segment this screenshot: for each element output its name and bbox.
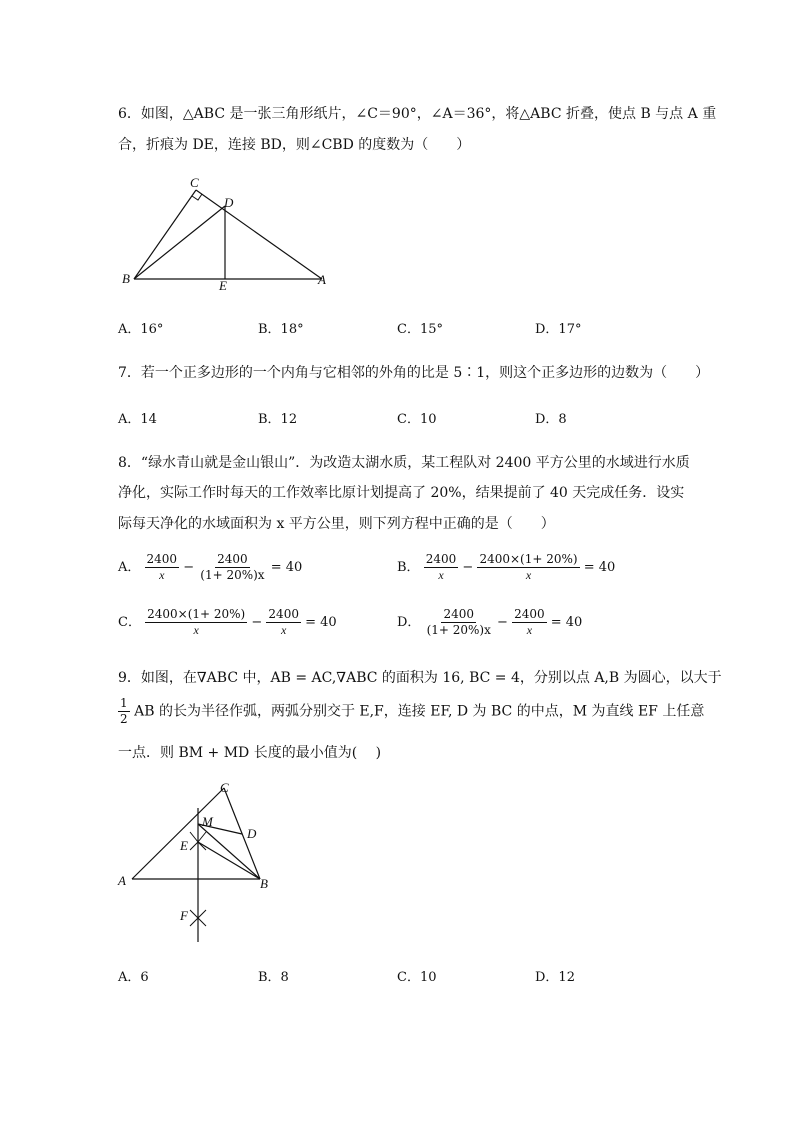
q9-option-c[interactable]: C．10 [397,970,437,985]
q8-option-a[interactable] [118,552,302,583]
q6-label-d: D [224,195,234,210]
q6-segment-bd [134,206,225,279]
q8-option-c-rhs: = 40 [305,615,337,630]
q6-stem-line1: 6．如图，△ABC 是一张三角形纸片，∠C＝90°，∠A＝36°，将△ABC 折叠，使点 B 与点 A 重 [118,106,717,122]
q9-label-a: A [118,873,126,888]
q8-option-a-fraction-1: $\frac{2400}{x}$ [146,552,178,582]
q8-option-b-fraction-1: $\frac{2400}{x}$ [425,552,457,582]
q8-option-c-fraction-2: $\frac{2400}{x}$ [268,607,299,637]
q6-label-b: B [122,271,130,286]
q8-option-a-label: A． [118,560,141,575]
q6-stem-line2: 合，折痕为 DE，连接 BD，则∠CBD 的度数为（ ） [118,137,471,153]
q8-option-d-fraction-1: $\frac{2400}{(1+ 20\%)x}$ [426,607,491,637]
q9-label-f: F [180,908,188,923]
q9-label-b: B [260,876,268,891]
q8-option-a-fraction-2: $\frac{2400}{(1+ 20\%)x}$ [200,552,265,582]
q8-option-a-rhs: = 40 [270,560,303,575]
q7-option-d[interactable]: D．8 [535,412,567,427]
q6-label-a: A [318,272,326,287]
q8-option-b[interactable] [397,552,615,583]
q9-segment-ac [132,788,224,879]
q8-option-d-fraction-2: $\frac{2400}{x}$ [514,607,545,637]
q8-option-c[interactable] [118,607,337,638]
q9-option-d[interactable]: D．12 [535,970,575,985]
q8-stem-line1: 8．“绿水青山就是金山银山”．为改造太湖水质，某工程队对 2400 平方公里的水域进行水质 [118,455,690,471]
q8-option-b-label: B． [397,560,420,575]
q6-segment-ca [196,190,322,279]
q6-segment-cb [134,190,196,279]
q7-stem: 7．若一个正多边形的一个内角与它相邻的外角的比是 5∶1，则这个正多边形的边数为（ ） [118,365,710,381]
q8-option-a-operator: − [183,560,195,575]
q9-label-m: M [202,814,213,829]
q8-option-d-label: D． [397,615,421,630]
q6-figure [110,170,340,295]
q6-option-a[interactable]: A．16° [118,322,164,337]
q9-stem-line2-text: AB 的长为半径作弧，两弧分别交于 E,F，连接 EF, D 为 BC 的中点，M 为直线 EF 上任意 [134,703,705,720]
q8-option-d[interactable] [397,607,582,638]
q8-option-b-operator: − [462,560,474,575]
q9-option-a[interactable]: A．6 [118,970,149,985]
q7-option-c[interactable]: C．10 [397,412,437,427]
q6-option-b[interactable]: B．18° [258,322,304,337]
q6-option-c[interactable]: C．15° [397,322,443,337]
q8-stem-line3: 际每天净化的水域面积为 x 平方公里，则下列方程中正确的是（ ） [118,516,555,532]
q7-option-a[interactable]: A．14 [118,412,157,427]
q6-option-d[interactable]: D．17° [535,322,582,337]
q9-stem-line2 [118,696,704,727]
q9-option-b[interactable]: B．8 [258,970,289,985]
q6-label-c: C [190,175,199,190]
q8-stem-line2: 净化，实际工作时每天的工作效率比原计划提高了 20%，结果提前了 40 天完成任务．设实 [118,485,685,501]
q8-option-d-rhs: = 40 [550,615,583,630]
q8-option-b-fraction-2: $\frac{2400\times(1+ 20\%)}{x}$ [479,552,578,582]
q8-option-c-label: C． [118,615,141,630]
q9-label-d: D [247,826,257,841]
q9-stem-line1: 9．如图，在∇ABC 中，AB = AC,∇ABC 的面积为 16, BC = 4，分别以点 A,B 为圆心，以大于 [118,670,722,686]
q9-stem-line3: 一点．则 BM + MD 长度的最小值为( ) [118,745,382,761]
q8-option-d-operator: − [497,615,508,630]
q9-figure [110,772,290,950]
q6-right-angle-mark [192,194,202,200]
q9-segment-eb [198,842,260,879]
q8-option-c-operator: − [251,615,263,630]
q9-label-c: C [220,780,229,795]
q8-option-b-rhs: = 40 [583,560,616,575]
q9-half-fraction: $\frac{1}{2}$ [120,696,128,726]
q6-label-e: E [219,278,227,293]
q7-option-b[interactable]: B．12 [258,412,298,427]
q9-label-e: E [180,838,188,853]
q8-option-c-fraction-1: $\frac{2400\times(1+ 20\%)}{x}$ [147,607,246,637]
